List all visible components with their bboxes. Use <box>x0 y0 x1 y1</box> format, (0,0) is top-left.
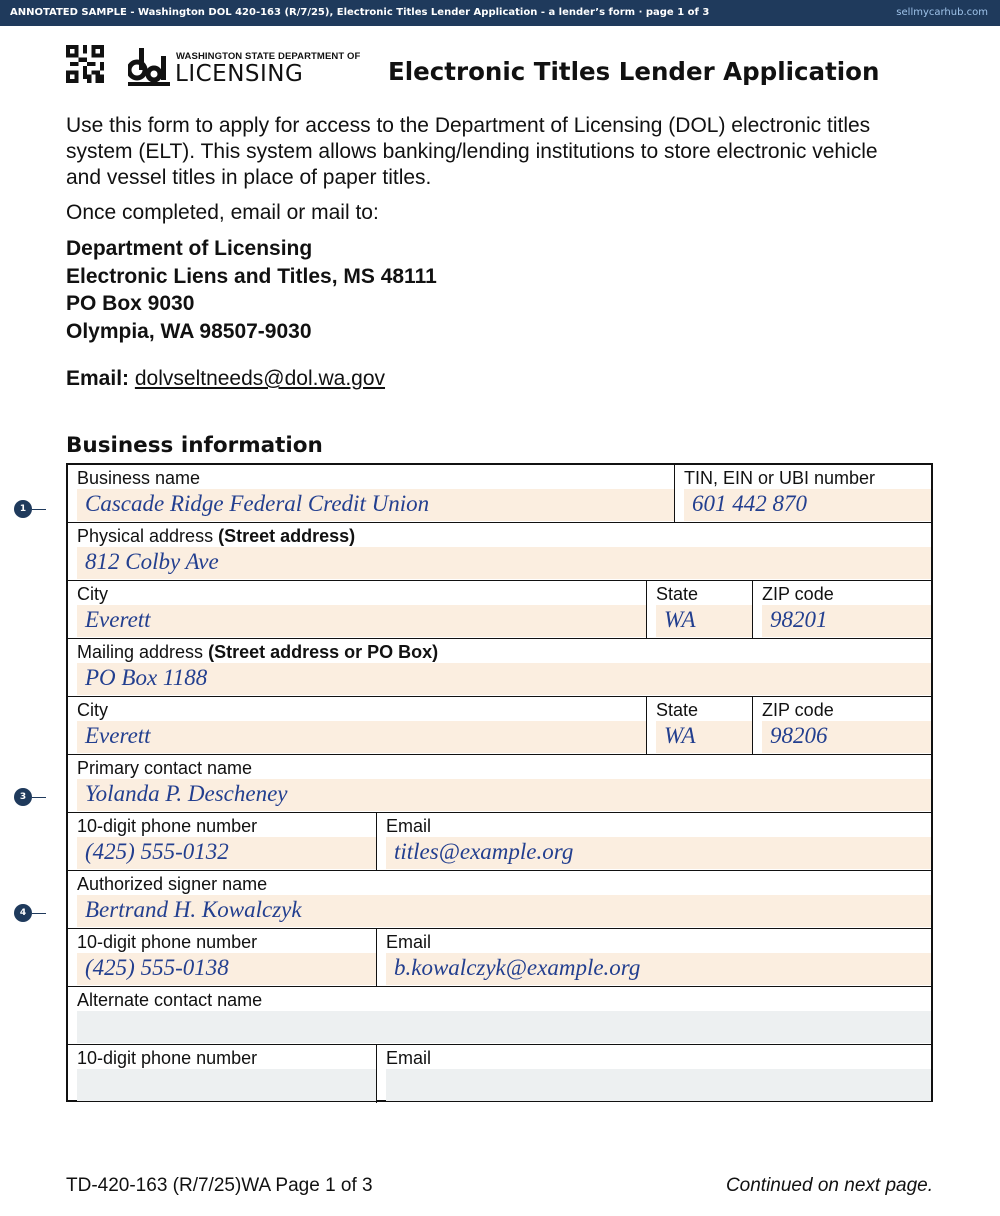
field-label: ZIP code <box>762 700 834 720</box>
alternate-email-field[interactable] <box>376 1045 931 1103</box>
alternate-contact-field[interactable] <box>68 987 931 1044</box>
form-row-authorized-signer <box>68 871 931 929</box>
field-label: 10-digit phone number <box>77 816 258 836</box>
annotation-marker[interactable]: 4 <box>14 904 32 922</box>
email-contact <box>66 367 385 391</box>
mailing-address-field[interactable] <box>68 639 931 696</box>
primary-contact-input[interactable]: Yolanda P. Descheney <box>77 779 931 811</box>
field-label: TIN, EIN or UBI number <box>684 468 876 488</box>
alternate-phone-input[interactable] <box>77 1069 376 1101</box>
mailing-address-input[interactable]: PO Box 1188 <box>77 663 931 695</box>
form-row-alternate-contact <box>68 987 931 1045</box>
physical-city-field[interactable] <box>68 581 646 638</box>
alternate-phone-field[interactable] <box>68 1045 376 1103</box>
physical-zip-input[interactable]: 98201 <box>762 605 931 637</box>
field-label: 10-digit phone number <box>77 1048 258 1068</box>
physical-address-field[interactable] <box>68 523 931 580</box>
address-line: PO Box 9030 <box>66 292 195 315</box>
form-title: Electronic Titles Lender Application <box>388 57 880 86</box>
section-title: Business information <box>66 433 323 458</box>
form-row-business <box>68 465 931 523</box>
primary-email-input[interactable]: titles@example.org <box>386 837 931 869</box>
form-row-mailing-address <box>68 639 931 697</box>
alternate-contact-input[interactable] <box>77 1011 931 1043</box>
physical-state-input[interactable]: WA <box>656 605 752 637</box>
field-label: Physical address (Street address) <box>77 526 356 546</box>
annotation-marker[interactable]: 1 <box>14 500 32 518</box>
business-info-form <box>66 463 933 1102</box>
mailing-address-block <box>66 235 437 345</box>
mailing-state-input[interactable]: WA <box>656 721 752 753</box>
dol-logo-mark <box>128 46 170 86</box>
form-row-physical-city <box>68 581 931 639</box>
mailing-city-field[interactable] <box>68 697 646 754</box>
form-row-mailing-city <box>68 697 931 755</box>
form-row-primary-phone-email <box>68 813 931 871</box>
address-line: Olympia, WA 98507-9030 <box>66 319 312 343</box>
submission-instruction: Once completed, email or mail to: <box>66 201 379 224</box>
primary-email-field[interactable] <box>376 813 931 870</box>
physical-address-input[interactable]: 812 Colby Ave <box>77 547 931 579</box>
authorized-signer-field[interactable] <box>68 871 931 928</box>
agency-name: WASHINGTON STATE DEPARTMENT OF <box>176 51 361 62</box>
signer-email-field[interactable] <box>376 929 931 986</box>
field-label: Alternate contact name <box>77 990 263 1010</box>
banner-site-link[interactable]: sellmycarhub.com <box>896 7 988 18</box>
mailing-state-field[interactable] <box>646 697 752 754</box>
business-name-field[interactable] <box>68 465 674 522</box>
field-label: State <box>656 584 699 604</box>
authorized-signer-input[interactable]: Bertrand H. Kowalczyk <box>77 895 931 927</box>
mailing-zip-field[interactable] <box>752 697 931 754</box>
physical-zip-field[interactable] <box>752 581 931 638</box>
form-row-primary-contact <box>68 755 931 813</box>
signer-phone-input[interactable]: (425) 555-0138 <box>77 953 376 985</box>
mailing-zip-input[interactable]: 98206 <box>762 721 931 753</box>
field-label: State <box>656 700 699 720</box>
field-label: Mailing address (Street address or PO Box) <box>77 642 439 662</box>
field-label: Authorized signer name <box>77 874 268 894</box>
intro-paragraph: Use this form to apply for access to the Department of Licensing (DOL) electronic titles system (ELT). This system allows banking/lending institutions to store electronic vehicle and vessel titles in place of paper titles. <box>66 114 878 189</box>
field-label: Email <box>386 932 432 952</box>
annotation-leader-line <box>32 509 46 510</box>
alternate-email-input[interactable] <box>386 1069 931 1101</box>
field-label: 10-digit phone number <box>77 932 258 952</box>
primary-phone-input[interactable]: (425) 555-0132 <box>77 837 376 869</box>
signer-phone-field[interactable] <box>68 929 376 986</box>
form-row-signer-phone-email <box>68 929 931 987</box>
qr-code-icon <box>66 45 104 83</box>
form-row-alternate-phone-email <box>68 1045 931 1103</box>
annotation-marker[interactable]: 3 <box>14 788 32 806</box>
continued-note: Continued on next page. <box>725 1175 933 1196</box>
field-label: City <box>77 700 108 720</box>
dol-logo <box>128 44 361 87</box>
physical-city-input[interactable]: Everett <box>77 605 646 637</box>
field-label: Email <box>386 1048 432 1068</box>
annotation-leader-line <box>32 913 46 914</box>
annotation-leader-line <box>32 797 46 798</box>
agency-wordmark: LICENSING <box>175 61 304 87</box>
address-line: Department of Licensing <box>66 237 313 260</box>
primary-phone-field[interactable] <box>68 813 376 870</box>
field-label: ZIP code <box>762 584 834 604</box>
mailing-city-input[interactable]: Everett <box>77 721 646 753</box>
field-label: City <box>77 584 108 604</box>
signer-email-input[interactable]: b.kowalczyk@example.org <box>386 953 931 985</box>
form-row-physical-address <box>68 523 931 581</box>
banner-caption: ANNOTATED SAMPLE - Washington DOL 420-163 (R/7/25), Electronic Titles Lender Application - a lender’s form · page 1 of 3 <box>10 7 710 18</box>
address-line: Electronic Liens and Titles, MS 48111 <box>66 264 437 288</box>
primary-contact-field[interactable] <box>68 755 931 812</box>
field-label: Email <box>386 816 432 836</box>
form-id-page: TD-420-163 (R/7/25)WA Page 1 of 3 <box>66 1175 373 1196</box>
field-label: Business name <box>77 468 201 488</box>
tin-field[interactable] <box>674 465 931 522</box>
annotation-banner <box>0 0 1000 26</box>
email-link[interactable]: dolvseltneeds@dol.wa.gov <box>134 367 386 390</box>
email-label: Email: <box>66 367 130 390</box>
tin-input[interactable]: 601 442 870 <box>684 489 931 521</box>
field-label: Primary contact name <box>77 758 253 778</box>
business-name-input[interactable]: Cascade Ridge Federal Credit Union <box>77 489 674 521</box>
physical-state-field[interactable] <box>646 581 752 638</box>
